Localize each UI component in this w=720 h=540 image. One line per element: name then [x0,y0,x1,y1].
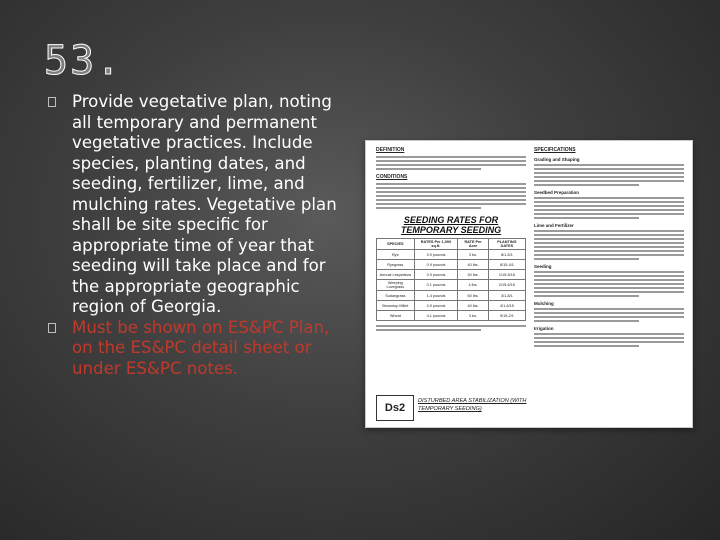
slide-title: 53. [44,38,123,84]
table-row: Ryegrass 0.9 pounds 40 lbs. 8/15-4/1 [377,260,526,270]
bullet-text: Must be shown on ES&PC Plan, on the ES&PC detail sheet or under ES&PC notes. [72,317,330,378]
table-row: Sudangrass 1.4 pounds 60 lbs. 3/1-8/1 [377,291,526,301]
definition-header: DEFINITION [376,147,405,153]
table-header-row: SPECIES RATES Per 1,000 sq.ft. RATE Per Acre PLANTING DATES [377,239,526,250]
ds2-code-box: Ds2 [376,395,414,421]
bullet-text: Provide vegetative plan, noting all temporary and permanent vegetative practices. Include species, planting dates, and seeding, fertilizer, lime, and mulching rates. Vegetative plan shall be site specific for appropriate time of year that seeding will take place and for the appropriate geographic region of Georgia. [72,92,337,316]
bullet-item [44,318,354,380]
seeding-detail-document [365,140,693,428]
table-row: Browntop Millet 0.9 pounds 40 lbs. 4/1-6/15 [377,301,526,311]
bullet-box-icon [48,323,56,333]
bullet-item [44,92,354,318]
table-row: Annual Lespedeza 0.9 pounds 40 lbs. 1/15-5/15 [377,270,526,280]
conditions-header: CONDITIONS [376,174,408,180]
bullet-box-icon [48,97,56,107]
table-row: Weeping Lovegrass 0.1 pounds 4 lbs. 2/15-6/15 [377,280,526,291]
table-row: Wheat 4.1 pounds 3 bu. 9/15-2/1 [377,311,526,321]
table-row: Rye 3.9 pounds 3 bu. 8/1-5/1 [377,250,526,260]
specifications-header: SPECIFICATIONS [534,147,576,153]
ds2-title: DISTURBED AREA STABILIZATION (WITH TEMPORARY SEEDING) [418,398,527,412]
bullet-list [44,92,354,379]
seeding-rates-title: SEEDING RATES FOR TEMPORARY SEEDING [400,215,502,235]
document-left-column [376,147,526,333]
document-right-column: SPECIFICATIONS Grading and Shaping Seedbed Preparation Lime and Fertilizer Seeding Mulching Irrigation [534,147,684,349]
seeding-rates-table [376,238,526,321]
